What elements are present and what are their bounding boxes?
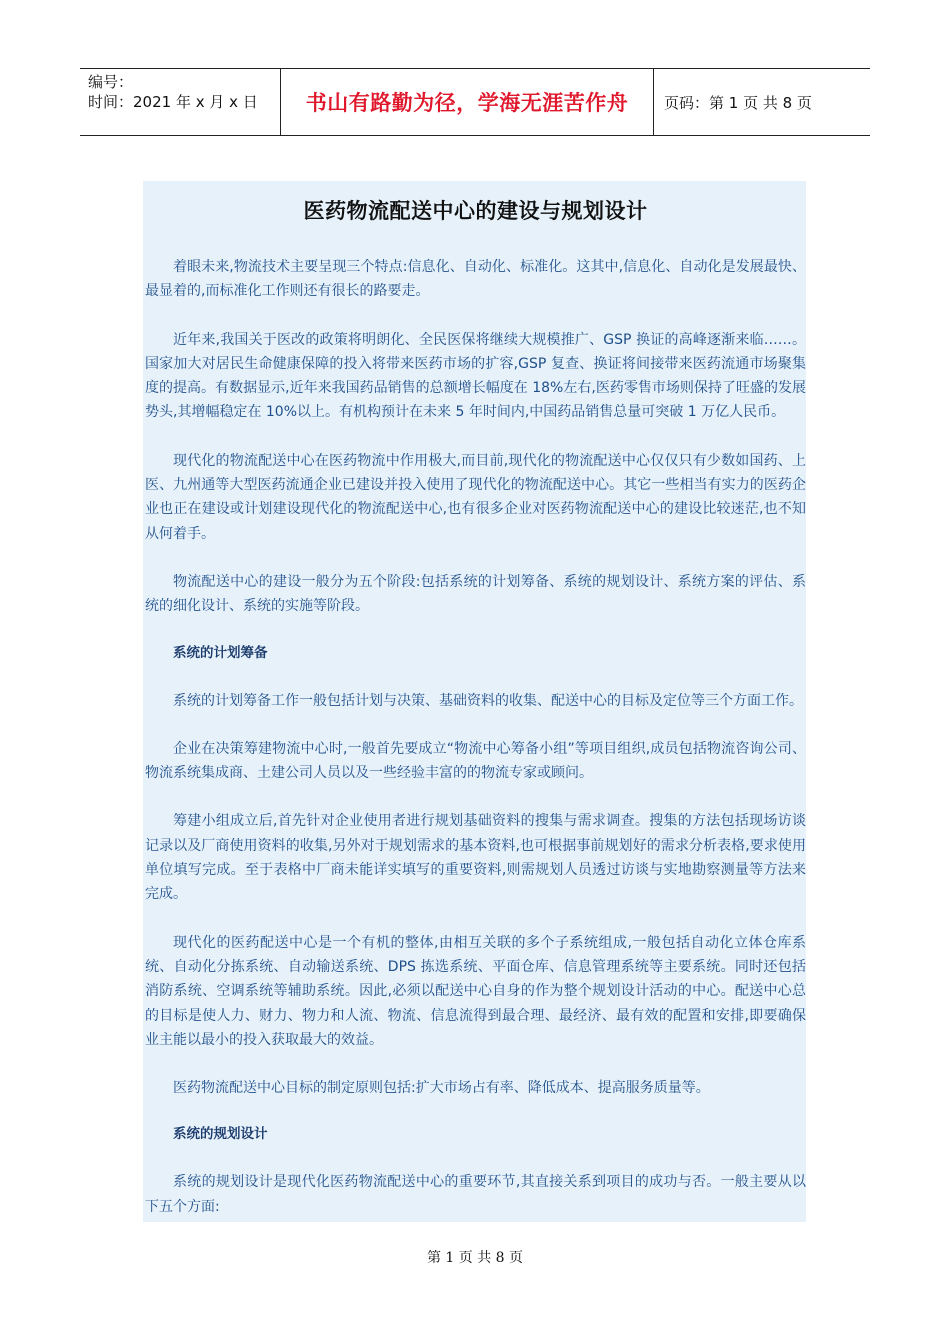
section-heading: 系统的规划设计	[173, 1126, 268, 1143]
header-table	[80, 68, 870, 136]
paragraph: 筹建小组成立后,首先针对企业使用者进行规划基础资料的搜集与需求调查。搜集的方法包括现场访谈记录以及厂商使用资料的收集,另外对于规划需求的基本资料,也可根据事前规划好的需求分析表格,要求使用单位填写完成。至于表格中厂商未能详实填写的重要资料,则需规划人员透过访谈与实地勘察测量等方法来完成。	[145, 813, 806, 903]
header-meta	[80, 69, 281, 135]
header-page-info: 页码：第 1 页 共 8 页	[664, 93, 812, 112]
paragraph: 着眼未来,物流技术主要呈现三个特点:信息化、自动化、标准化。这其中,信息化、自动化是发展最快、最显着的,而标准化工作则还有很长的路要走。	[145, 259, 806, 300]
document-body	[143, 181, 806, 1222]
paragraph: 物流配送中心的建设一般分为五个阶段:包括系统的计划筹备、系统的规划设计、系统方案的评估、系统的细化设计、系统的实施等阶段。	[145, 573, 806, 615]
header-motto: 书山有路勤为径，学海无涯苦作舟	[281, 69, 654, 135]
paragraph: 现代化的物流配送中心在医药物流中作用极大,而目前,现代化的物流配送中心仅仅只有少数如国药、上医、九州通等大型医药流通企业已建设并投入使用了现代化的物流配送中心。其它一些相当有实力的医药企业也正在建设或计划建设现代化的物流配送中心,也有很多企业对医药物流配送中心的建设比较迷茫,也不知从何着手。	[145, 452, 806, 542]
paragraph: 企业在决策筹建物流中心时,一般首先要成立“物流中心筹备小组”等项目组织,成员包括物流咨询公司、物流系统集成商、土建公司人员以及一些经验丰富的的物流专家或顾问。	[145, 740, 806, 782]
page-footer: 第 1 页 共 8 页	[426, 1250, 524, 1266]
document-time-label: 时间：2021 年 x 月 x 日	[88, 93, 258, 111]
section-heading: 系统的计划筹备	[173, 644, 268, 661]
paragraph: 医药物流配送中心目标的制定原则包括:扩大市场占有率、降低成本、提高服务质量等。	[173, 1080, 710, 1097]
paragraph: 现代化的医药配送中心是一个有机的整体,由相互关联的多个子系统组成,一般包括自动化立体仓库系统、自动化分拣系统、自动输送系统、DPS 拣选系统、平面仓库、信息管理系统等主要系统。同时还包括消防系统、空调系统等辅助系统。因此,必须以配送中心自身的作为整个规划设计活动的中心。配送中心总的目标是使人力、财力、物力和人流、物流、信息流得到最合理、最经济、最有效的配置和安排,即要确保业主能以最小的投入获取最大的效益。	[145, 934, 806, 1048]
paragraph: 系统的计划筹备工作一般包括计划与决策、基础资料的收集、配送中心的目标及定位等三个方面工作。	[173, 692, 803, 709]
paragraph: 近年来,我国关于医改的政策将明朗化、全民医保将继续大规模推广、GSP 换证的高峰逐渐来临……。国家加大对居民生命健康保障的投入将带来医药市场的扩容,GSP 复查、换证将间接带来医药流通市场聚集度的提高。有数据显示,近年来我国药品销售的总额增长幅度在 18%左右,医药零售市场则保持了旺盛的发展势头,其增幅稳定在 10%以上。有机构预计在未来 5 年时间内,中国药品销售总量可突破 1 万亿人民币。	[145, 331, 806, 421]
document-title: 医药物流配送中心的建设与规划设计	[303, 198, 648, 223]
document-number-label: 编号：	[88, 73, 134, 91]
paragraph: 系统的规划设计是现代化医药物流配送中心的重要环节,其直接关系到项目的成功与否。一般主要从以下五个方面:	[145, 1174, 806, 1215]
